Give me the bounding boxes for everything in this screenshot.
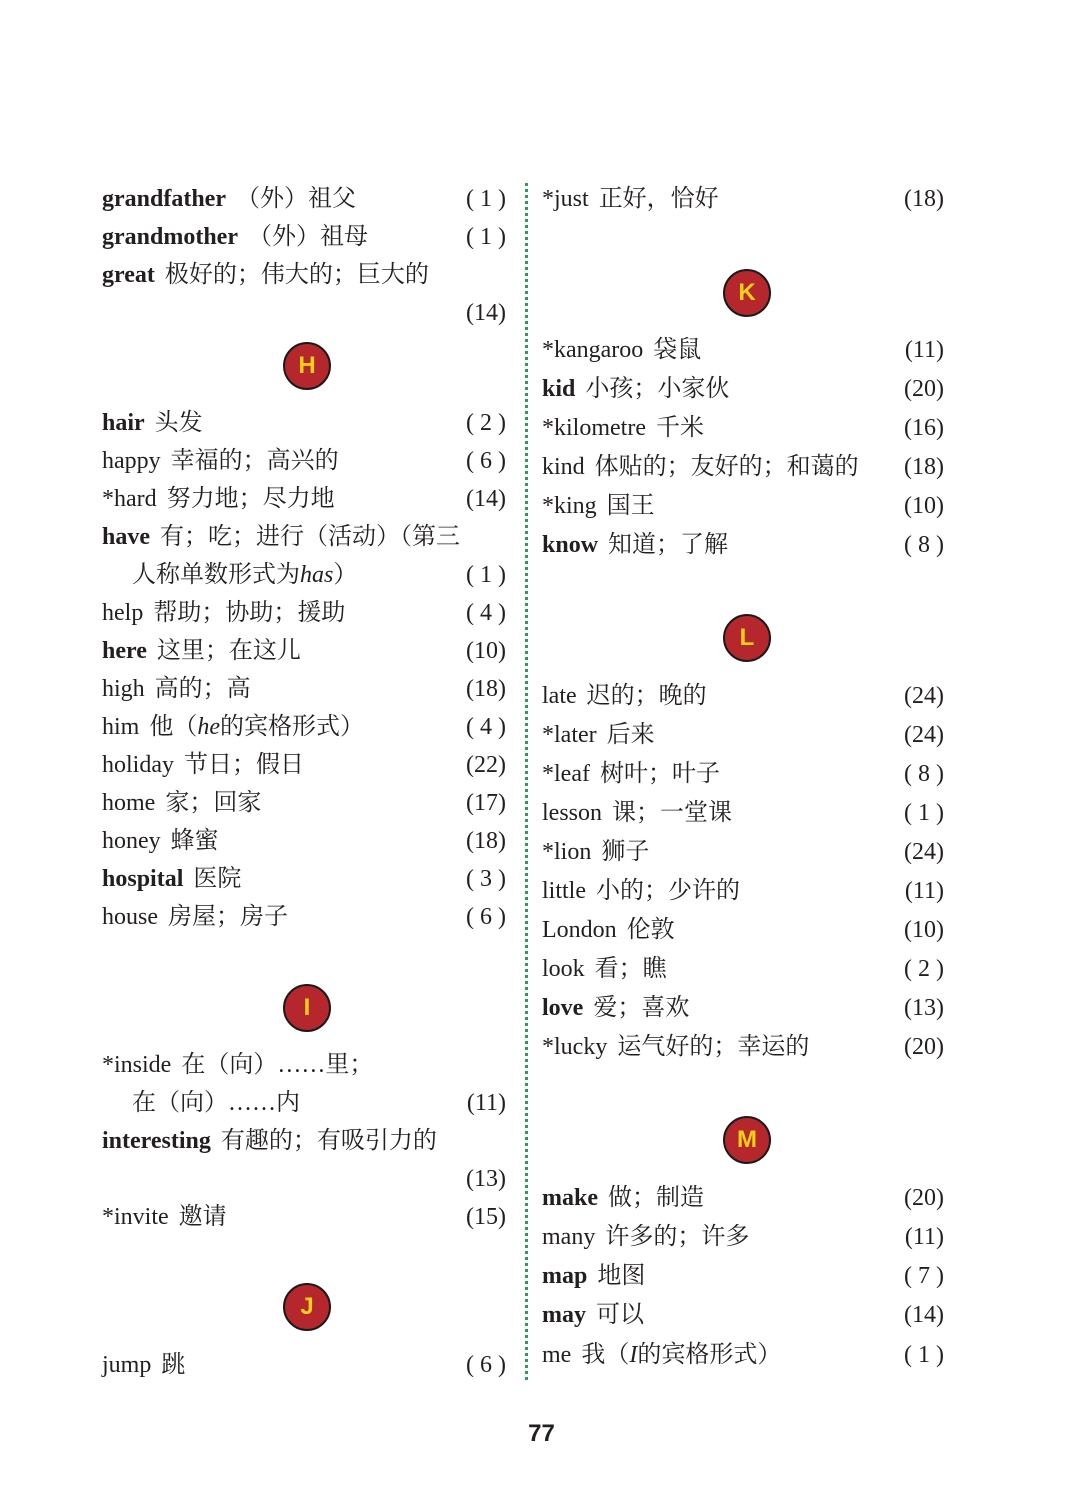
- entry-unit-ref: (13): [466, 1166, 506, 1192]
- glossary-entry: [102, 822, 506, 860]
- entry-unit-ref: (14): [466, 300, 506, 326]
- entry-meaning: 运气好的；幸运的: [617, 1034, 810, 1060]
- entry-unit-ref: (18): [904, 186, 944, 212]
- entry-word: look: [542, 956, 585, 982]
- glossary-entry: [542, 1296, 944, 1334]
- entry-word: many: [542, 1224, 596, 1250]
- entry-meaning: 人称单数形式为has）: [132, 562, 358, 588]
- glossary-entry: [102, 860, 506, 898]
- entry-word: kind: [542, 454, 585, 480]
- entry-meaning: 医院: [193, 866, 242, 892]
- entry-unit-ref: ( 8 ): [904, 532, 944, 558]
- glossary-entry: [542, 677, 944, 715]
- entry-unit-ref: (14): [904, 1302, 944, 1328]
- glossary-entry: [102, 1198, 506, 1236]
- entry-meaning: 迟的；晚的: [586, 683, 707, 709]
- entry-word: home: [102, 790, 156, 816]
- entry-word: *later: [542, 722, 597, 748]
- entry-word: *hard: [102, 486, 157, 512]
- entry-word: help: [102, 600, 144, 626]
- glossary-entry: [542, 1028, 944, 1066]
- entry-meaning: 家；回家: [165, 790, 262, 816]
- entry-meaning: 帮助；协助；援助: [153, 600, 346, 626]
- entry-word: grandfather: [102, 186, 226, 212]
- entry-unit-ref: ( 1 ): [904, 1342, 944, 1368]
- entry-meaning: 看；瞧: [594, 956, 667, 982]
- glossary-entry: [542, 1179, 944, 1217]
- entry-meaning: 课；一堂课: [612, 800, 732, 826]
- entry-unit-ref: ( 6 ): [466, 904, 506, 930]
- glossary-entry: [542, 1257, 944, 1295]
- glossary-entry: [102, 670, 506, 708]
- entry-word: great: [102, 262, 155, 288]
- entry-word: little: [542, 878, 586, 904]
- entry-meaning: 小孩；小家伙: [585, 376, 730, 402]
- entry-word: map: [542, 1263, 588, 1289]
- entry-meaning: 邀请: [178, 1204, 227, 1230]
- entry-meaning: 在（向）……内: [132, 1090, 300, 1116]
- page-number: 77: [528, 1420, 555, 1447]
- glossary-entry: [542, 872, 944, 910]
- entry-unit-ref: (16): [904, 415, 944, 441]
- entry-word: jump: [102, 1352, 152, 1378]
- entry-word: late: [542, 683, 577, 709]
- entry-meaning: 幸福的；高兴的: [170, 448, 339, 474]
- glossary-entry: [102, 480, 506, 518]
- entry-unit-ref: (11): [904, 1224, 944, 1250]
- entry-word: grandmother: [102, 224, 238, 250]
- entry-meaning: 袋鼠: [653, 337, 702, 363]
- section-letter-badge: J: [283, 1283, 331, 1331]
- glossary-entry: [102, 442, 506, 480]
- entry-unit-ref: (11): [904, 337, 944, 363]
- entry-meaning: 有趣的；有吸引力的: [220, 1128, 437, 1154]
- entry-unit-ref: (11): [466, 1090, 506, 1116]
- glossary-entry: [542, 1336, 944, 1374]
- section-letter-badge: I: [283, 984, 331, 1032]
- entry-word: *lion: [542, 839, 592, 865]
- entry-word: London: [542, 917, 617, 943]
- entry-unit-ref: (20): [904, 376, 944, 402]
- glossary-entry: [542, 448, 944, 486]
- entry-unit-ref: ( 6 ): [466, 448, 506, 474]
- column-divider: [525, 183, 528, 1380]
- entry-unit-ref: ( 6 ): [466, 1352, 506, 1378]
- entry-word: *kangaroo: [542, 337, 644, 363]
- entry-meaning: 有；吃；进行（活动）（第三: [160, 524, 460, 550]
- entry-unit-ref: ( 4 ): [466, 600, 506, 626]
- glossary-entry: [102, 518, 506, 556]
- glossary-entry: [102, 556, 506, 594]
- glossary-entry: [102, 1122, 506, 1160]
- entry-meaning: 地图: [597, 1263, 646, 1289]
- entry-unit-ref: (13): [904, 995, 944, 1021]
- glossary-entry: [542, 833, 944, 871]
- entry-word: know: [542, 532, 599, 558]
- entry-unit-ref: (24): [904, 722, 944, 748]
- glossary-entry: [102, 746, 506, 784]
- entry-unit-ref: (22): [466, 752, 506, 778]
- entry-meaning: 他（he的宾格形式）: [149, 714, 364, 740]
- glossary-entry: [102, 1160, 506, 1198]
- glossary-entry: [102, 594, 506, 632]
- entry-word: high: [102, 676, 145, 702]
- entry-unit-ref: ( 1 ): [466, 562, 506, 588]
- entry-unit-ref: (17): [466, 790, 506, 816]
- entry-unit-ref: (18): [466, 828, 506, 854]
- glossary-entry: [102, 784, 506, 822]
- entry-meaning: 做；制造: [608, 1185, 704, 1211]
- glossary-entry: [542, 989, 944, 1027]
- entry-word: honey: [102, 828, 161, 854]
- entry-meaning: 头发: [154, 410, 203, 436]
- entry-unit-ref: ( 3 ): [466, 866, 506, 892]
- entry-meaning: 小的；少许的: [596, 878, 740, 904]
- entry-unit-ref: (14): [466, 486, 506, 512]
- glossary-entry: [542, 370, 944, 408]
- entry-unit-ref: ( 1 ): [466, 186, 506, 212]
- glossary-entry: [102, 632, 506, 670]
- entry-word: house: [102, 904, 158, 930]
- entry-word: *lucky: [542, 1034, 608, 1060]
- glossary-entry: [542, 409, 944, 447]
- entry-meaning: （外）祖父: [235, 186, 356, 212]
- entry-unit-ref: (11): [904, 878, 944, 904]
- entry-unit-ref: ( 4 ): [466, 714, 506, 740]
- glossary-entry: [542, 755, 944, 793]
- entry-meaning: 体贴的；友好的；和蔼的: [594, 454, 859, 480]
- entry-unit-ref: (20): [904, 1185, 944, 1211]
- glossary-entry: [542, 716, 944, 754]
- entry-meaning: 我（I的宾格形式）: [581, 1342, 782, 1368]
- entry-meaning: 伦敦: [626, 917, 675, 943]
- entry-unit-ref: (24): [904, 683, 944, 709]
- entry-meaning: 可以: [596, 1302, 644, 1328]
- entry-unit-ref: ( 2 ): [466, 410, 506, 436]
- glossary-entry: [542, 1218, 944, 1256]
- entry-word: happy: [102, 448, 161, 474]
- entry-word: hospital: [102, 866, 184, 892]
- entry-unit-ref: (10): [904, 917, 944, 943]
- entry-unit-ref: ( 2 ): [904, 956, 944, 982]
- glossary-entry: [102, 1084, 506, 1122]
- section-letter-badge: H: [283, 342, 331, 390]
- entry-meaning: 极好的；伟大的；巨大的: [164, 262, 429, 288]
- entry-meaning: 努力地；尽力地: [166, 486, 335, 512]
- entry-meaning: 房屋；房子: [168, 904, 288, 930]
- entry-meaning: 狮子: [601, 839, 650, 865]
- entry-word: *just: [542, 186, 589, 212]
- entry-word: have: [102, 524, 150, 550]
- entry-unit-ref: ( 1 ): [904, 800, 944, 826]
- glossary-entry: [542, 911, 944, 949]
- entry-word: hair: [102, 410, 145, 436]
- glossary-entry: [102, 404, 506, 442]
- glossary-entry: [542, 487, 944, 525]
- glossary-entry: [102, 218, 506, 256]
- entry-unit-ref: (10): [904, 493, 944, 519]
- entry-word: him: [102, 714, 140, 740]
- entry-meaning: 正好，恰好: [598, 186, 719, 212]
- entry-word: interesting: [102, 1128, 211, 1154]
- entry-unit-ref: ( 7 ): [904, 1263, 944, 1289]
- glossary-entry: [102, 1346, 506, 1384]
- entry-unit-ref: (15): [466, 1204, 506, 1230]
- entry-meaning: 在（向）……里；: [181, 1052, 374, 1078]
- entry-word: here: [102, 638, 147, 664]
- entry-meaning: 爱；喜欢: [593, 995, 690, 1021]
- entry-meaning: 后来: [606, 722, 655, 748]
- glossary-entry: [102, 294, 506, 332]
- glossary-entry: [542, 331, 944, 369]
- entry-word: *leaf: [542, 761, 590, 787]
- entry-meaning: 知道；了解: [608, 532, 729, 558]
- glossary-entry: [542, 526, 944, 564]
- glossary-entry: [542, 180, 944, 218]
- entry-meaning: 蜂蜜: [170, 828, 219, 854]
- section-letter-badge: M: [723, 1116, 771, 1164]
- entry-meaning: 跳: [161, 1352, 186, 1378]
- glossary-entry: [102, 180, 506, 218]
- entry-unit-ref: ( 1 ): [466, 224, 506, 250]
- glossary-entry: [102, 898, 506, 936]
- entry-meaning: 树叶；叶子: [599, 761, 720, 787]
- entry-meaning: 许多的；许多: [605, 1224, 750, 1250]
- entry-word: *kilometre: [542, 415, 646, 441]
- glossary-entry: [102, 1046, 506, 1084]
- entry-word: *inside: [102, 1052, 172, 1078]
- entry-unit-ref: (10): [466, 638, 506, 664]
- entry-word: *king: [542, 493, 597, 519]
- entry-meaning: 国王: [606, 493, 655, 519]
- entry-meaning: （外）祖母: [247, 224, 368, 250]
- section-letter-badge: K: [723, 269, 771, 317]
- section-letter-badge: L: [723, 614, 771, 662]
- glossary-entry: [542, 794, 944, 832]
- entry-word: kid: [542, 376, 576, 402]
- entry-word: make: [542, 1185, 598, 1211]
- entry-unit-ref: (24): [904, 839, 944, 865]
- entry-unit-ref: (18): [466, 676, 506, 702]
- glossary-entry: [542, 950, 944, 988]
- entry-word: love: [542, 995, 584, 1021]
- glossary-entry: [102, 256, 506, 294]
- entry-unit-ref: (20): [904, 1034, 944, 1060]
- entry-meaning: 这里；在这儿: [156, 638, 301, 664]
- entry-word: may: [542, 1302, 586, 1328]
- entry-unit-ref: (18): [904, 454, 944, 480]
- entry-meaning: 节日；假日: [184, 752, 304, 778]
- entry-word: lesson: [542, 800, 602, 826]
- entry-word: me: [542, 1342, 572, 1368]
- entry-meaning: 千米: [655, 415, 704, 441]
- glossary-entry: [102, 708, 506, 746]
- entry-unit-ref: ( 8 ): [904, 761, 944, 787]
- entry-meaning: 高的；高: [154, 676, 251, 702]
- entry-word: holiday: [102, 752, 174, 778]
- entry-word: *invite: [102, 1204, 169, 1230]
